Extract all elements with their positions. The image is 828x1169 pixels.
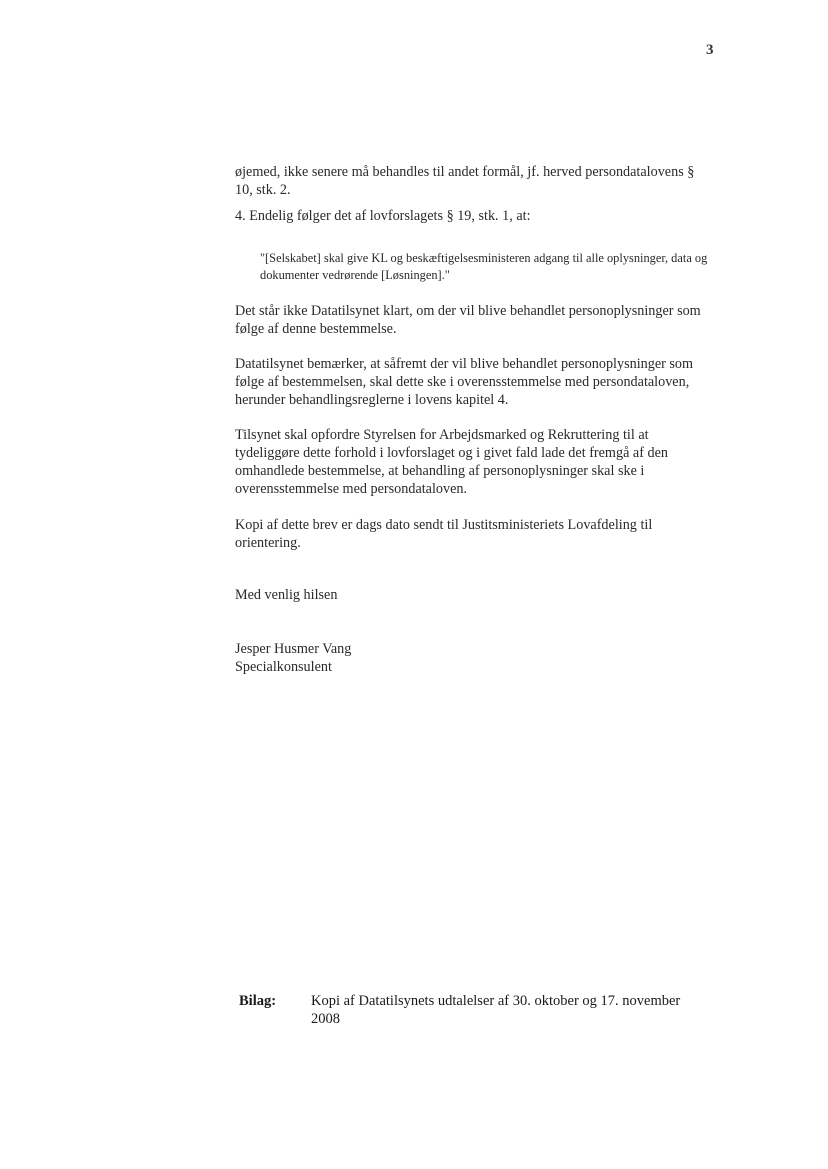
paragraph-purpose: øjemed, ikke senere må behandles til andet formål, jf. herved persondatalovens § 10, stk. 2. (235, 164, 695, 198)
signatory-title: Specialkonsulent (235, 659, 332, 675)
paragraph-remark: Datatilsynet bemærker, at såfremt der vil blive behandlet personoplysninger som følge af bestemmelsen, skal dette ske i overensstemmelse med persondataloven, herunder behandlingsreglerne i lovens kapitel 4. (235, 356, 694, 408)
closing-greeting: Med venlig hilsen (235, 587, 338, 603)
attachment-description: Kopi af Datatilsynets udtalelser af 30. oktober og 17. november 2008 (311, 993, 681, 1027)
paragraph-copy-notice: Kopi af dette brev er dags dato sendt til Justitsministeriets Lovafdeling til orientering. (235, 517, 653, 551)
page-number: 3 (706, 42, 714, 58)
paragraph-section-4: 4. Endelig følger det af lovforslagets § 19, stk. 1, at: (235, 208, 531, 224)
paragraph-unclear: Det står ikke Datatilsynet klart, om der vil blive behandlet personoplysninger som følge af denne bestemmelse. (235, 303, 701, 337)
paragraph-request: Tilsynet skal opfordre Styrelsen for Arbejdsmarked og Rekruttering til at tydeliggøre dette forhold i lovforslaget og i givet fald lade det fremgå af den omhandlede bestemmelse, at behandling af personoplysninger skal ske i overensstemmelse med persondataloven. (235, 427, 668, 497)
attachment-label: Bilag: (239, 993, 277, 1009)
quoted-provision: "[Selskabet] skal give KL og beskæftigelsesministeren adgang til alle oplysninger, data og dokumenter vedrørende [Løsningen]." (260, 251, 708, 282)
signatory-name: Jesper Husmer Vang (235, 641, 352, 657)
